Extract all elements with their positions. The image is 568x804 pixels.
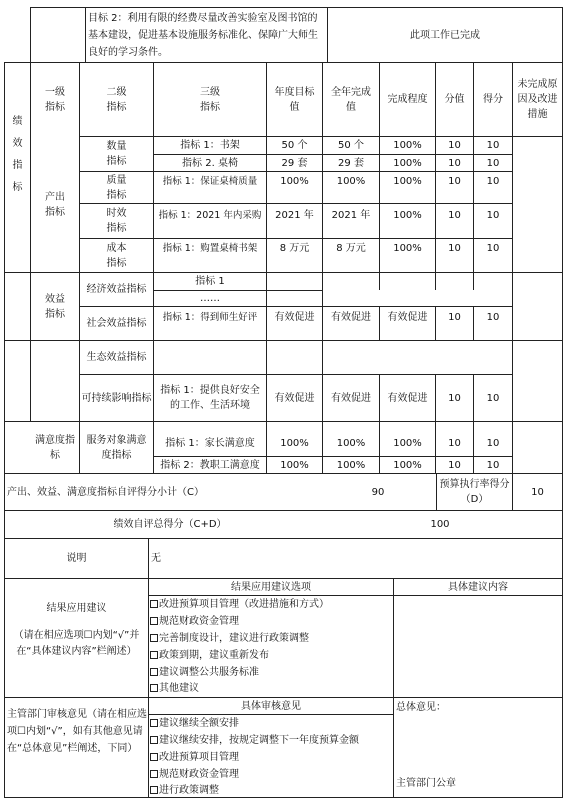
checkbox-icon bbox=[150, 736, 158, 744]
results-option-5[interactable]: 建议调整公共服务标准 bbox=[150, 664, 259, 681]
score-cost: 10 bbox=[486, 242, 500, 254]
actual-social: 有效促进 bbox=[331, 311, 371, 323]
indicator-economic-dots: …… bbox=[200, 293, 220, 304]
header-reason: 未完成原因及改进措施 bbox=[517, 79, 558, 120]
completion-sustainable: 有效促进 bbox=[387, 392, 428, 404]
header-score: 得分 bbox=[483, 94, 503, 105]
value-s1: 10 bbox=[448, 437, 461, 449]
actual-q2: 29 套 bbox=[338, 157, 364, 169]
level2-quantity: 数量指标 bbox=[106, 141, 127, 167]
header-full-year-value: 全年完成值 bbox=[331, 86, 371, 113]
level2-quality: 质量指标 bbox=[106, 174, 127, 201]
review-options-header: 具体审核意见 bbox=[241, 700, 301, 712]
results-option-4[interactable]: 政策到期，建议重新发布 bbox=[150, 647, 269, 664]
checkbox-icon bbox=[150, 684, 158, 692]
indicator-s1: 指标 1：家长满意度 bbox=[165, 437, 255, 449]
completion-time: 100% bbox=[393, 209, 422, 221]
actual-quality: 100% bbox=[336, 175, 366, 187]
target-q1: 50 个 bbox=[281, 140, 308, 151]
value-s2: 10 bbox=[448, 459, 461, 471]
results-option-3[interactable]: 完善制度设计，建议进行政策调整 bbox=[150, 630, 309, 647]
level1-satisfaction: 满意度指标 bbox=[35, 434, 75, 461]
review-seal: 主管部门公章 bbox=[396, 777, 456, 789]
header-annual-target: 年度目标值 bbox=[274, 86, 315, 113]
level1-benefit: 效益指标 bbox=[45, 293, 65, 320]
level2-cost: 成本指标 bbox=[106, 242, 127, 269]
indicator-sustainable: 指标 1：提供良好安全的工作、生活环境 bbox=[160, 385, 260, 411]
target-q2: 29 套 bbox=[281, 157, 308, 169]
total-label: 绩效自评总得分（C+D） bbox=[113, 519, 227, 530]
value-cost: 10 bbox=[448, 242, 461, 254]
completion-q2: 100% bbox=[393, 157, 422, 169]
header-score-value: 分值 bbox=[444, 94, 465, 105]
results-option-1[interactable]: 改进预算项目管理（改进措施和方式） bbox=[150, 596, 329, 613]
header-level3: 三级指标 bbox=[200, 86, 220, 113]
grid-line bbox=[562, 7, 563, 798]
value-q2: 10 bbox=[448, 157, 461, 169]
header-completion: 完成程度 bbox=[387, 94, 428, 105]
header-level1: 一级指标 bbox=[45, 86, 65, 113]
actual-cost: 8 万元 bbox=[336, 242, 366, 254]
checkbox-icon bbox=[150, 786, 158, 794]
checkbox-icon bbox=[150, 617, 158, 625]
checkbox-icon bbox=[150, 651, 158, 659]
completion-s1: 100% bbox=[393, 437, 422, 449]
actual-s1: 100% bbox=[336, 437, 366, 449]
value-q1: 10 bbox=[448, 140, 461, 151]
indicator-social: 指标 1：得到师生好评 bbox=[162, 311, 258, 323]
score-s2: 10 bbox=[486, 459, 500, 471]
indicator-q2: 指标 2. 桌椅 bbox=[182, 157, 238, 169]
target-sustainable: 有效促进 bbox=[274, 392, 315, 404]
completion-social: 有效促进 bbox=[387, 311, 428, 323]
score-social: 10 bbox=[486, 311, 500, 323]
indicator-q1: 指标 1：书架 bbox=[180, 140, 240, 151]
results-option-2[interactable]: 规范财政资金管理 bbox=[150, 613, 239, 630]
explanation-label: 说明 bbox=[66, 553, 87, 564]
completion-quality: 100% bbox=[393, 175, 422, 187]
results-option-6[interactable]: 其他建议 bbox=[150, 680, 199, 697]
target-s2: 100% bbox=[280, 459, 309, 471]
review-option-3[interactable]: 改进预算项目管理 bbox=[150, 749, 239, 766]
completion-q1: 100% bbox=[393, 140, 422, 151]
completion-cost: 100% bbox=[393, 242, 422, 254]
indicator-quality: 指标 1：保证桌椅质量 bbox=[162, 175, 258, 187]
subtotal-value: 90 bbox=[371, 486, 385, 498]
budget-label: 预算执行率得分（D） bbox=[439, 479, 510, 505]
value-social: 10 bbox=[448, 311, 461, 323]
checkbox-icon bbox=[150, 634, 158, 642]
results-content-header: 具体建议内容 bbox=[448, 581, 508, 593]
level2-time: 时效指标 bbox=[106, 208, 127, 234]
score-quality: 10 bbox=[486, 175, 500, 187]
level2-ecological: 生态效益指标 bbox=[86, 352, 147, 363]
goal-text: 目标 2：利用有限的经费尽量改善实验室及图书馆的基本建设，促进基本设施服务标准化、保障广大师生良好的学习条件。 bbox=[88, 12, 318, 58]
level2-sustainable: 可持续影响指标 bbox=[81, 392, 152, 404]
checkbox-icon bbox=[150, 753, 158, 761]
review-label: 主管部门审核意见（请在相应选项☐内划“√”，如有其他意见请在“总体意见”栏阐述，下同） bbox=[7, 709, 147, 754]
completion-s2: 100% bbox=[393, 459, 422, 471]
score-q2: 10 bbox=[486, 157, 500, 169]
target-social: 有效促进 bbox=[274, 311, 315, 323]
checkbox-icon bbox=[150, 600, 158, 608]
explanation-value: 无 bbox=[151, 553, 161, 564]
review-option-1[interactable]: 建议继续全额安排 bbox=[150, 715, 239, 732]
results-note: （请在相应选项☐内划“√”并在“具体建议内容”栏阐述） bbox=[13, 630, 140, 657]
budget-value: 10 bbox=[531, 486, 544, 498]
header-level2: 二级指标 bbox=[106, 86, 127, 113]
checkbox-icon bbox=[150, 668, 158, 676]
subtotal-label: 产出、效益、满意度指标自评得分小计（C） bbox=[7, 486, 204, 498]
actual-time: 2021 年 bbox=[331, 209, 371, 221]
performance-indicator-label: 绩效指标 bbox=[12, 116, 23, 193]
review-overall: 总体意见： bbox=[396, 701, 446, 713]
total-value: 100 bbox=[430, 519, 450, 530]
results-label: 结果应用建议 bbox=[46, 602, 107, 614]
results-options-header: 结果应用建议选项 bbox=[231, 581, 311, 593]
score-q1: 10 bbox=[486, 140, 500, 151]
grid-line bbox=[393, 578, 394, 798]
value-sustainable: 10 bbox=[448, 392, 461, 404]
checkbox-icon bbox=[150, 719, 158, 727]
score-s1: 10 bbox=[486, 437, 500, 449]
indicator-s2: 指标 2：教职工满意度 bbox=[160, 459, 260, 471]
checkbox-icon bbox=[150, 770, 158, 778]
indicator-economic: 指标 1 bbox=[195, 276, 225, 287]
actual-sustainable: 有效促进 bbox=[331, 392, 371, 404]
grid-line bbox=[4, 797, 563, 798]
indicator-cost: 指标 1：购置桌椅书架 bbox=[162, 242, 258, 254]
target-quality: 100% bbox=[280, 175, 309, 187]
review-option-4[interactable]: 规范财政资金管理 bbox=[150, 766, 239, 783]
target-s1: 100% bbox=[280, 437, 309, 449]
score-sustainable: 10 bbox=[486, 392, 500, 404]
level1-output: 产出指标 bbox=[45, 191, 65, 218]
actual-q1: 50 个 bbox=[338, 140, 364, 151]
value-quality: 10 bbox=[448, 175, 461, 187]
indicator-time: 指标 1：2021 年内采购 bbox=[158, 209, 262, 221]
actual-s2: 100% bbox=[336, 459, 366, 471]
review-option-2[interactable]: 建议继续安排，按规定调整下一年度预算金额 bbox=[150, 732, 359, 749]
level2-social: 社会效益指标 bbox=[86, 318, 147, 329]
score-time: 10 bbox=[486, 209, 500, 221]
value-time: 10 bbox=[448, 209, 461, 221]
level2-economic: 经济效益指标 bbox=[86, 284, 147, 295]
target-time: 2021 年 bbox=[275, 209, 314, 221]
goal-status: 此项工作已完成 bbox=[410, 29, 480, 41]
review-option-5[interactable]: 进行政策调整 bbox=[150, 782, 219, 799]
level2-service: 服务对象满意度指标 bbox=[86, 434, 147, 461]
target-cost: 8 万元 bbox=[279, 242, 310, 254]
